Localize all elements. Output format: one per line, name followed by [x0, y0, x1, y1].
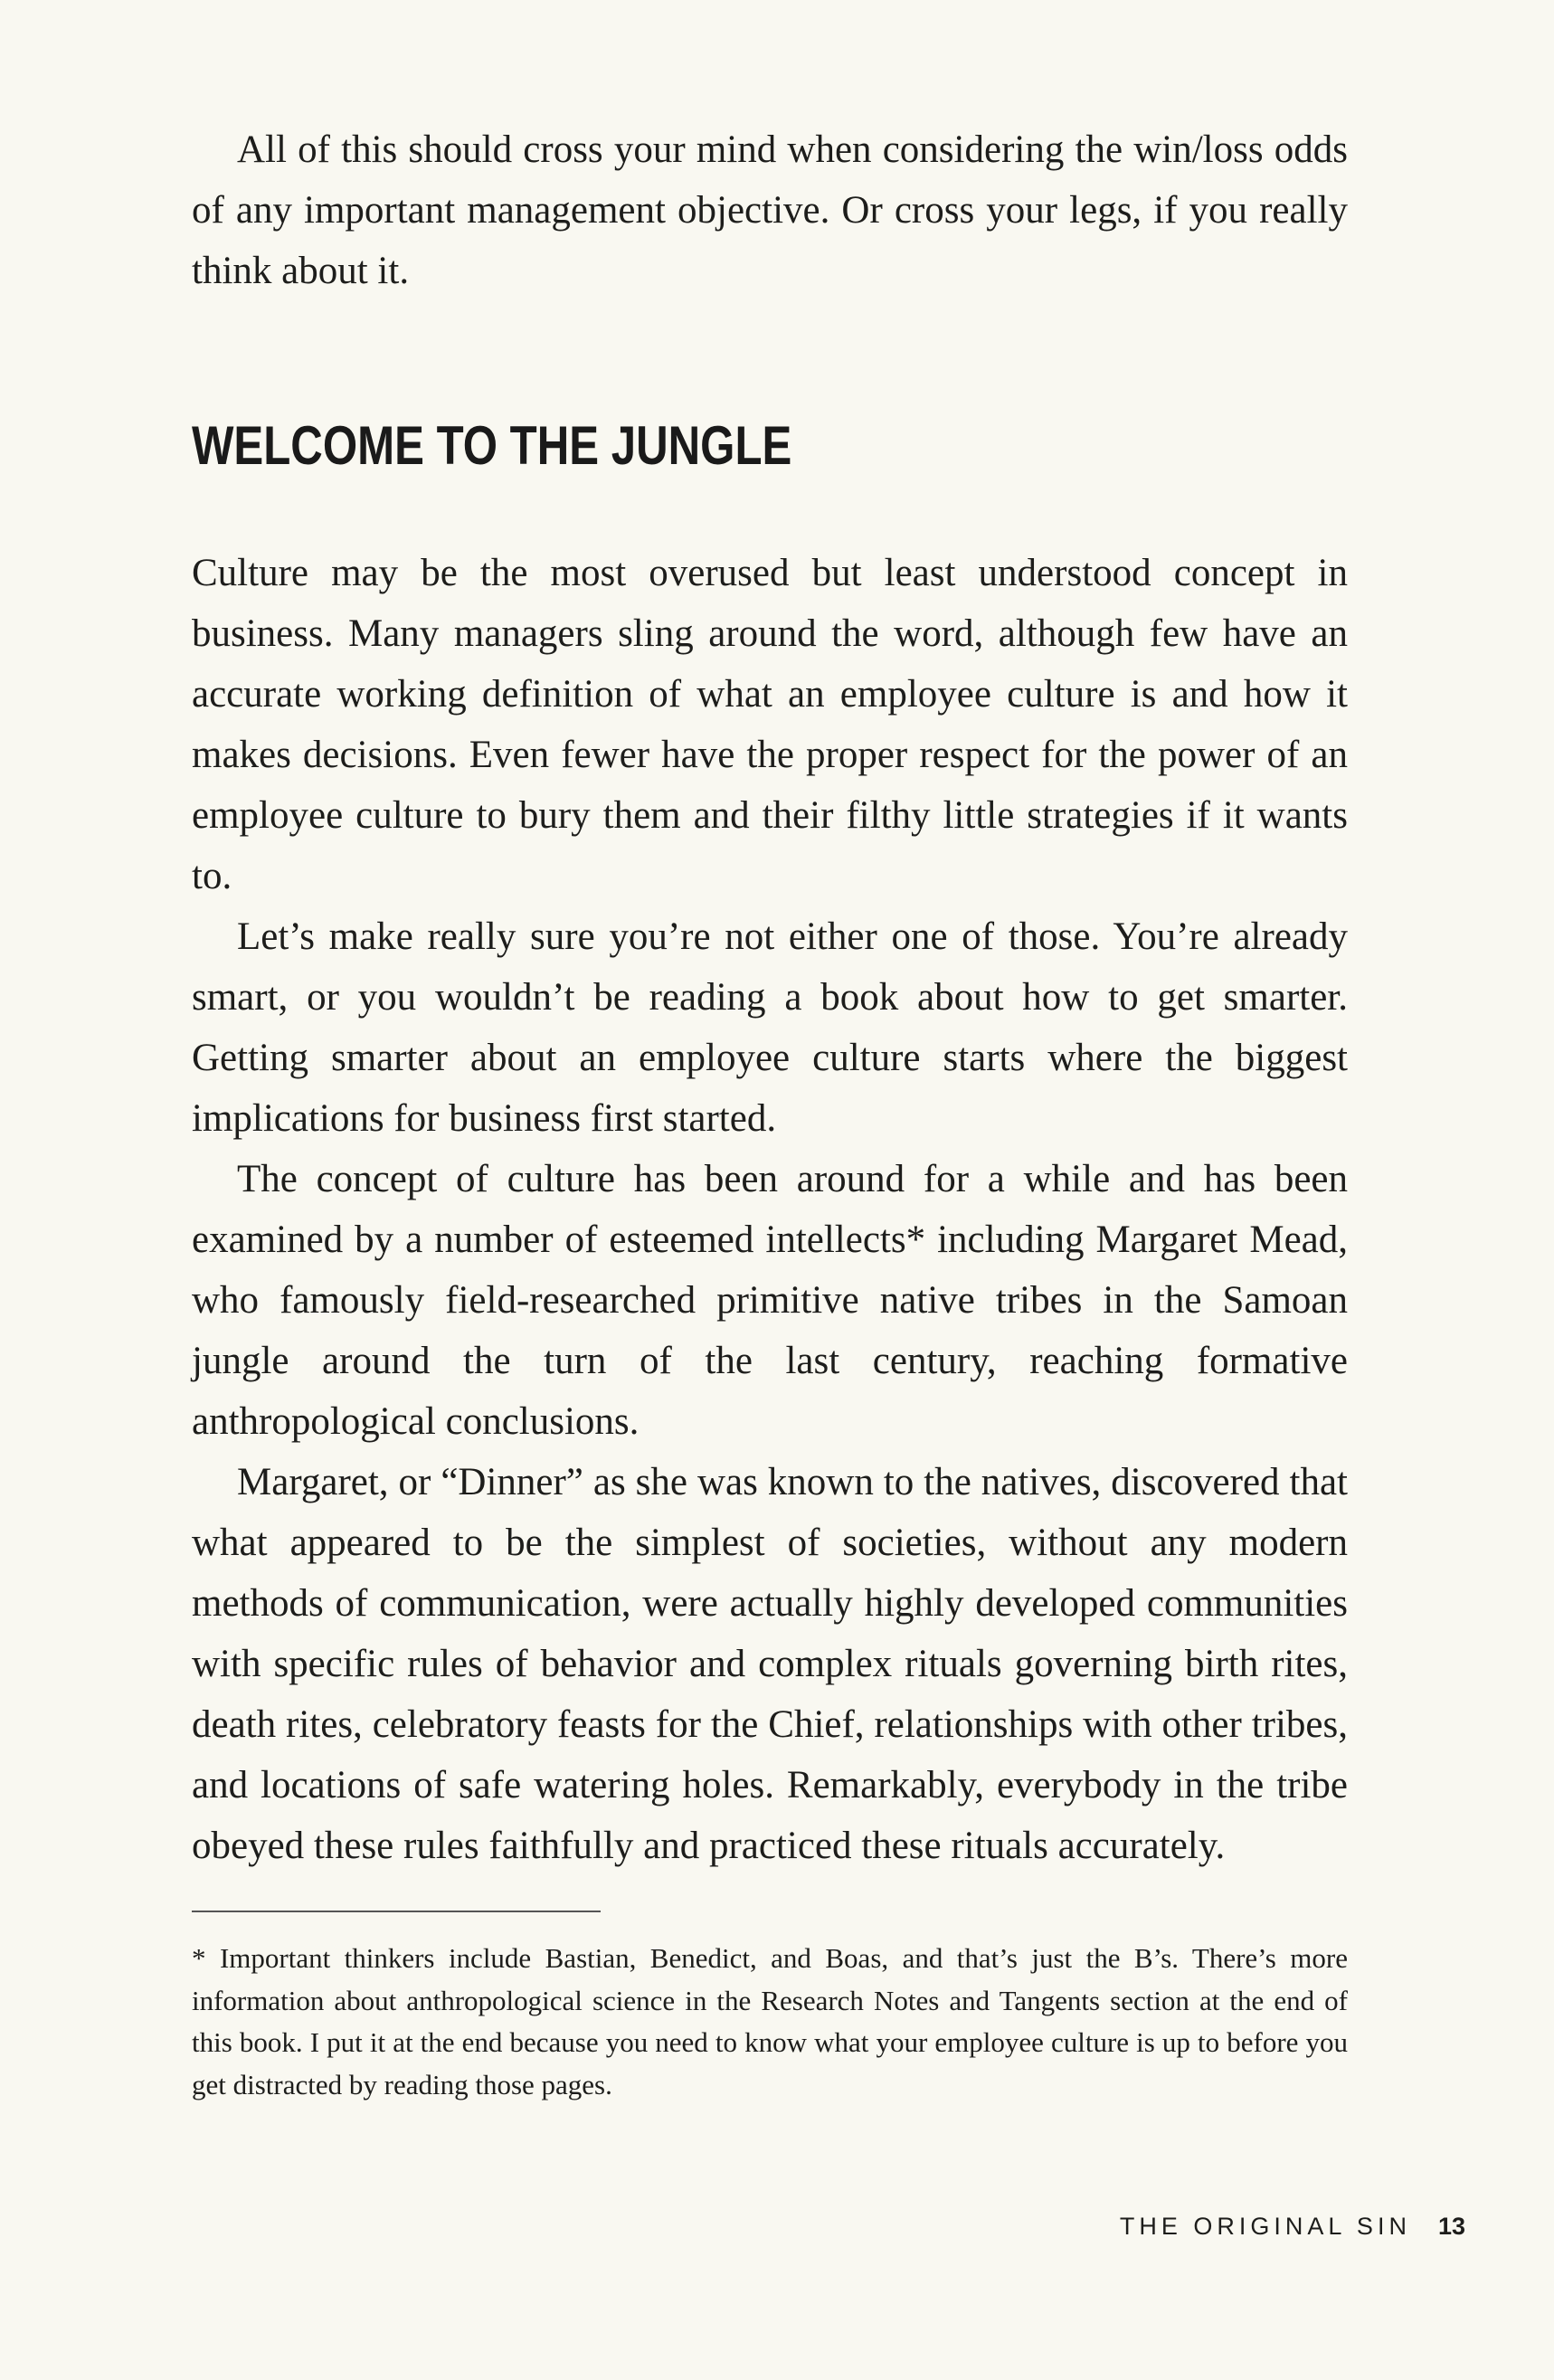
intro-paragraph: All of this should cross your mind when considering the win/loss odds of any important management objective. Or cross your legs, if you really think about it.: [192, 128, 1348, 292]
body-paragraph-3: The concept of culture has been around for a while and has been examined by a number of esteemed intellects* including Margaret Mead, who famously field-researched primitive native tribes in the Samoan jungle around the turn of the last century, reaching formative anthropological conclusions.: [192, 1158, 1348, 1443]
body-paragraph-4: Margaret, or “Dinner” as she was known to the natives, discovered that what appeared to be the simplest of societies, without any modern methods of communication, were actually highly developed communities with specific rules of behavior and complex rituals governing birth rites, death rites, celebratory feasts for the Chief, relationships with other tribes, and locations of safe watering holes. Remarkably, everybody in the tribe obeyed these rules faithfully and practiced these rituals accurately.: [192, 1461, 1348, 1867]
page-number: 13: [1437, 2213, 1465, 2240]
section-body: [192, 543, 1348, 1876]
body-paragraph-1: Culture may be the most overused but least understood concept in business. Many managers sling around the word, although few have an accurate working definition of what an employee culture is and how it makes decisions. Even fewer have the proper respect for the power of an employee culture to bury them and their filthy little strategies if it wants to.: [192, 552, 1348, 897]
page-footer: [1049, 2213, 1465, 2241]
body-paragraph-2: Let’s make really sure you’re not either one of those. You’re already smart, or you wouldn’t be reading a book about how to get smarter. Getting smarter about an employee culture starts where the biggest implications for business first started.: [192, 915, 1348, 1140]
section-heading: WELCOME TO THE JUNGLE: [192, 415, 792, 476]
footnote-divider: [192, 1911, 601, 1912]
running-head: THE ORIGINAL SIN: [1119, 2213, 1411, 2240]
footnote: * Important thinkers include Bastian, Benedict, and Boas, and that’s just the B’s. There’s more information about anthropological science in the Research Notes and Tangents section at the end of this book. I put it at the end because you need to know what your employee culture is up to before you get distracted by reading those pages.: [192, 1942, 1348, 2100]
